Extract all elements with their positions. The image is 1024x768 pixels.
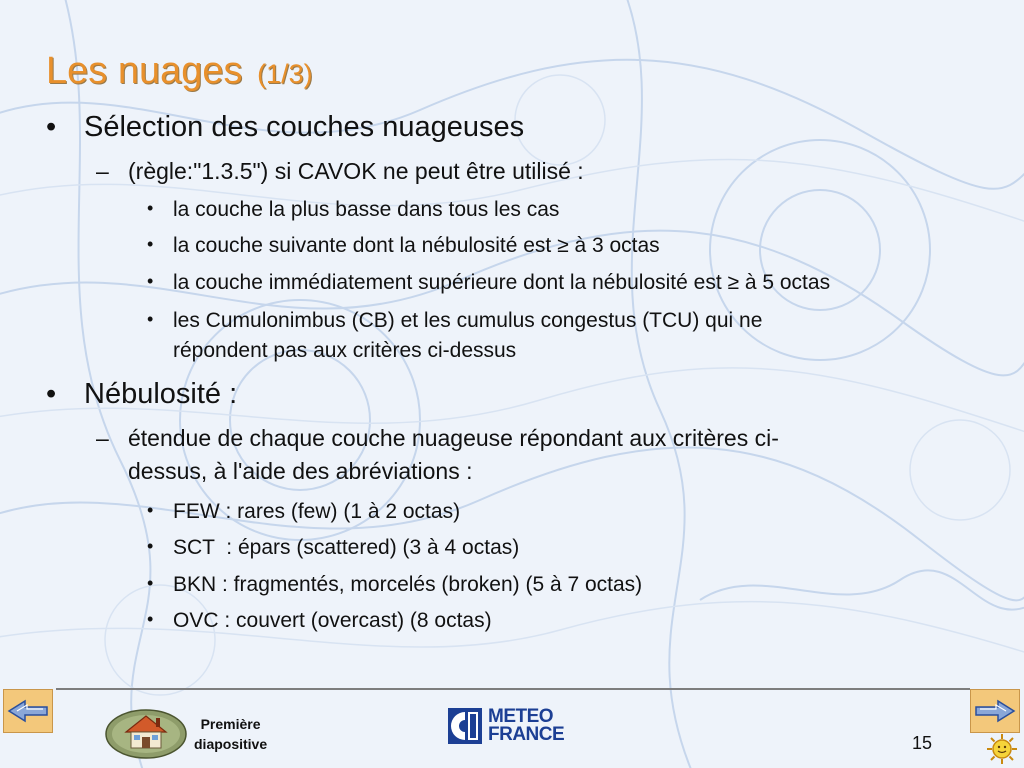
bullet-dot: • — [147, 271, 154, 291]
sub-bullet-rule — [96, 158, 584, 185]
list-item-text: FEW : rares (few) (1 à 2 octas) — [173, 500, 461, 523]
first-slide-button[interactable] — [104, 702, 294, 762]
description-text: étendue de chaque couche nuageuse répondant aux critères ci- — [128, 425, 779, 451]
slide-title-suffix: (1/3) — [257, 59, 313, 89]
footer-divider — [56, 688, 970, 690]
meteo-france-emblem-icon — [448, 708, 482, 744]
meteo-france-logo — [448, 708, 564, 744]
bullet-dot: • — [147, 234, 154, 254]
list-item-continuation — [173, 339, 516, 363]
list-item — [147, 234, 660, 258]
rule-text: (règle:"1.3.5") si CAVOK ne peut être utilisé : — [128, 158, 584, 184]
next-slide-button[interactable] — [970, 689, 1020, 733]
bullet-dot: • — [147, 573, 154, 593]
sun-icon[interactable] — [985, 733, 1019, 765]
list-item — [147, 609, 492, 633]
first-slide-label — [194, 714, 267, 754]
bullet-dot: • — [46, 378, 57, 410]
list-item — [147, 500, 461, 524]
list-item-text: la couche suivante dont la nébulosité est ≥ à 3 octas — [173, 234, 660, 257]
bullet-dot: • — [147, 500, 154, 520]
list-item-text: la couche immédiatement supérieure dont la nébulosité est ≥ à 5 octas — [173, 271, 831, 294]
list-item-text: la couche la plus basse dans tous les cas — [173, 198, 560, 221]
logo-line1: METEO — [488, 706, 554, 727]
list-item-text: les Cumulonimbus (CB) et les cumulus congestus (TCU) qui ne — [173, 309, 763, 332]
list-item — [147, 198, 560, 222]
slide-title-text: Les nuages — [46, 50, 243, 92]
list-item-text: répondent pas aux critères ci-dessus — [173, 339, 517, 362]
previous-slide-button[interactable] — [3, 689, 53, 733]
bullet-dot: • — [147, 536, 154, 556]
logo-line2: FRANCE — [488, 724, 565, 745]
meteo-france-wordmark — [488, 708, 564, 744]
house-icon — [104, 702, 188, 760]
list-item — [147, 271, 831, 295]
section-heading: Nébulosité : — [84, 378, 238, 410]
bullet-dot: • — [147, 198, 154, 218]
list-item-text: OVC : couvert (overcast) (8 octas) — [173, 609, 492, 632]
list-item — [147, 573, 643, 597]
bullet-dot: • — [46, 111, 57, 143]
page-number: 15 — [912, 733, 933, 753]
arrow-left-icon — [7, 699, 49, 723]
sub-bullet-description-continuation — [128, 458, 472, 485]
description-text: dessus, à l'aide des abréviations : — [128, 458, 473, 484]
bullet-section-selection — [46, 111, 525, 144]
dash-bullet: – — [96, 425, 109, 451]
bullet-dot: • — [147, 609, 154, 629]
bullet-dot: • — [147, 309, 154, 329]
bullet-section-nebulosite — [46, 378, 238, 411]
list-item — [147, 536, 520, 560]
list-item-text: BKN : fragmentés, morcelés (broken) (5 à 7 octas) — [173, 573, 643, 596]
first-slide-label-line1: Première — [200, 716, 261, 732]
arrow-right-icon — [974, 699, 1016, 723]
section-heading: Sélection des couches nuageuses — [84, 111, 525, 143]
first-slide-label-line2: diapositive — [194, 736, 268, 752]
dash-bullet: – — [96, 158, 109, 184]
sub-bullet-description — [96, 425, 779, 452]
list-item-text: SCT : épars (scattered) (3 à 4 octas) — [173, 536, 520, 559]
list-item — [147, 309, 763, 333]
